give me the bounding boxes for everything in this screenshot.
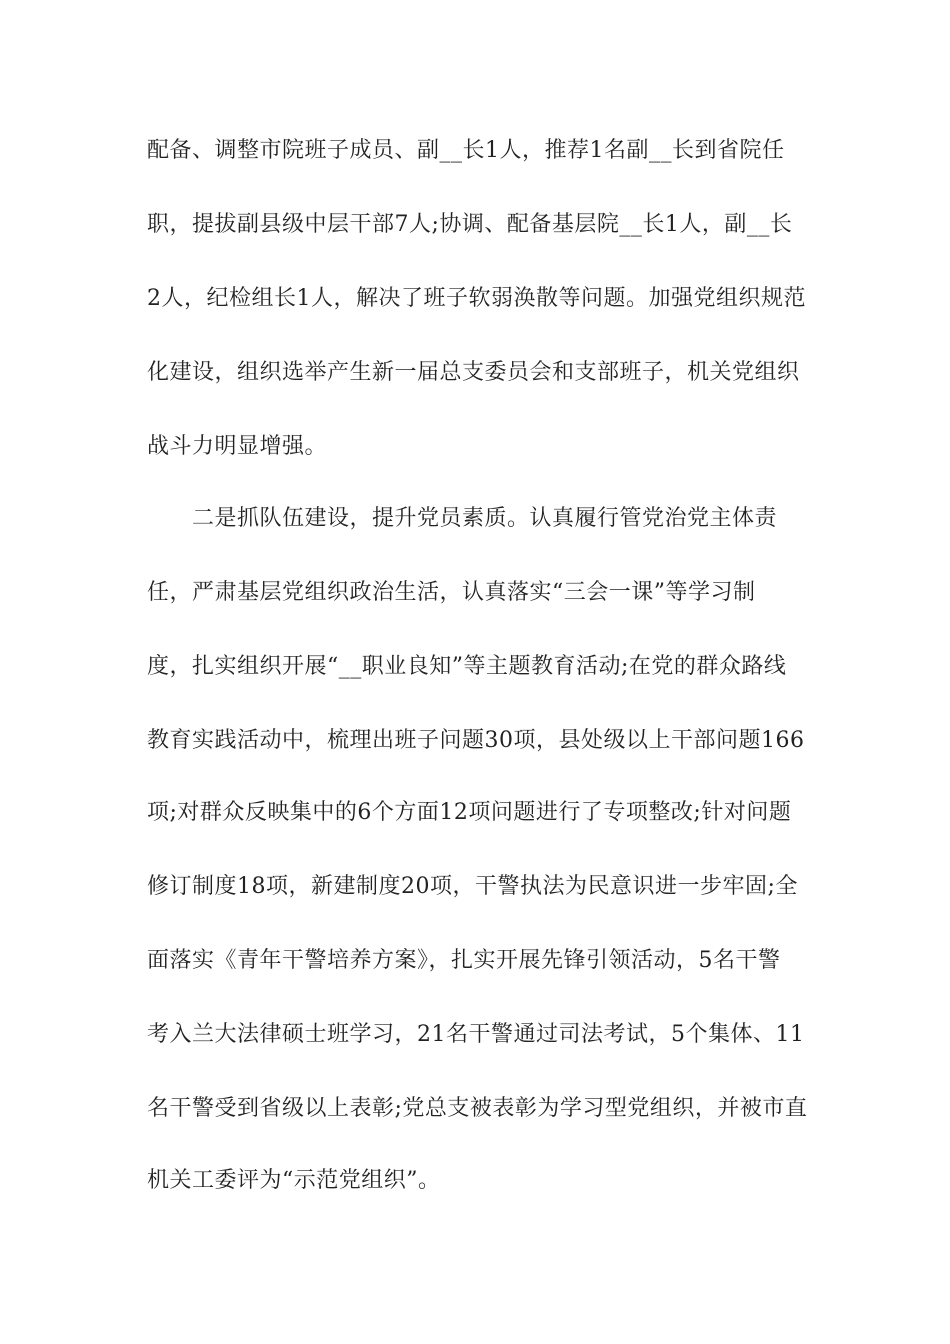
paragraph-line-10: 项;对群众反映集中的6个方面12项问题进行了专项整改;针对问题 bbox=[147, 800, 792, 825]
paragraph-line-6: 二是抓队伍建设，提升党员素质。认真履行管党治党主体责 bbox=[192, 506, 778, 531]
paragraph-line-7: 任，严肃基层党组织政治生活，认真落实“三会一课”等学习制 bbox=[147, 580, 756, 605]
paragraph-line-4: 化建设，组织选举产生新一届总支委员会和支部班子，机关党组织 bbox=[147, 360, 800, 385]
paragraph-line-3: 2人，纪检组长1人，解决了班子软弱涣散等问题。加强党组织规范 bbox=[147, 286, 806, 311]
paragraph-line-14: 名干警受到省级以上表彰;党总支被表彰为学习型党组织，并被市直 bbox=[147, 1096, 808, 1121]
paragraph-line-12: 面落实《青年干警培养方案》，扎实开展先锋引领活动，5名干警 bbox=[147, 948, 781, 973]
paragraph-line-8: 度，扎实组织开展“__职业良知”等主题教育活动;在党的群众路线 bbox=[147, 654, 787, 679]
paragraph-line-5: 战斗力明显增强。 bbox=[147, 434, 328, 459]
paragraph-line-13: 考入兰大法律硕士班学习，21名干警通过司法考试，5个集体、11 bbox=[147, 1022, 805, 1047]
paragraph-line-9: 教育实践活动中，梳理出班子问题30项，县处级以上干部问题166 bbox=[147, 728, 805, 753]
paragraph-line-15: 机关工委评为“示范党组织”。 bbox=[147, 1168, 441, 1193]
paragraph-line-1: 配备、调整市院班子成员、副__长1人，推荐1名副__长到省院任 bbox=[147, 138, 785, 163]
paragraph-line-2: 职，提拔副县级中层干部7人;协调、配备基层院__长1人，副__长 bbox=[147, 212, 793, 237]
paragraph-line-11: 修订制度18项，新建制度20项，干警执法为民意识进一步牢固;全 bbox=[147, 874, 798, 899]
